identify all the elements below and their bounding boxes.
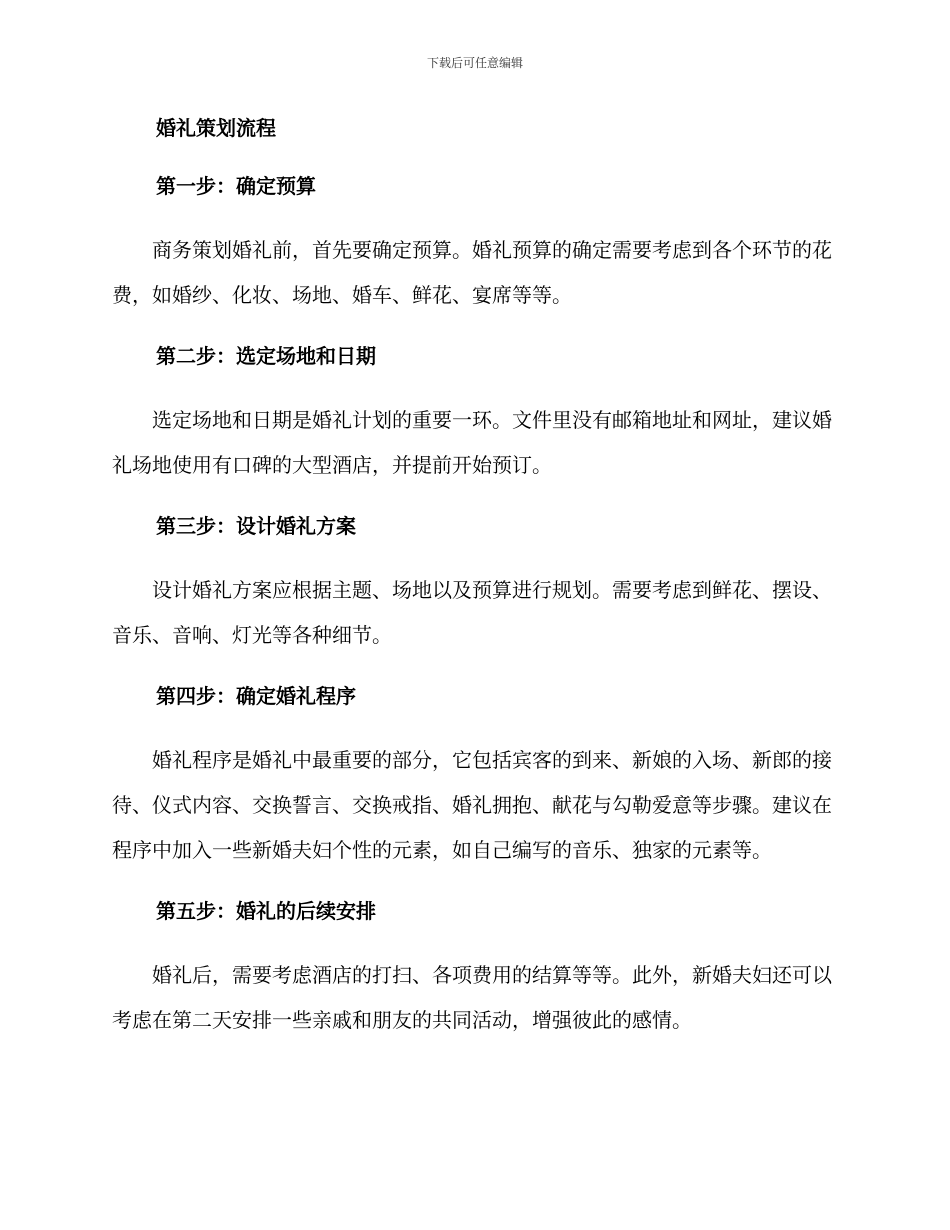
section-paragraph: 选定场地和日期是婚礼计划的重要一环。文件里没有邮箱地址和网址，建议婚礼场地使用有口碑的大型酒店，并提前开始预订。 [112,408,832,477]
section-2 [112,340,832,488]
section-3 [112,510,832,658]
section-heading: 第三步：设计婚礼方案 [156,514,356,538]
section-5 [112,895,832,1043]
header-note: 下载后可任意编辑 [426,56,523,70]
document-body [112,112,832,1065]
section-paragraph: 设计婚礼方案应根据主题、场地以及预算进行规划。需要考虑到鲜花、摆设、音乐、音响、灯光等各种细节。 [112,578,832,647]
section-4 [112,680,832,873]
section-heading: 第五步：婚礼的后续安排 [156,899,376,923]
section-heading: 第二步：选定场地和日期 [156,344,376,368]
section-heading: 第一步：确定预算 [156,174,316,198]
section-1 [112,170,832,318]
section-paragraph: 商务策划婚礼前，首先要确定预算。婚礼预算的确定需要考虑到各个环节的花费，如婚纱、化妆、场地、婚车、鲜花、宴席等等。 [112,238,832,307]
document-title: 婚礼策划流程 [156,116,276,140]
section-paragraph: 婚礼程序是婚礼中最重要的部分，它包括宾客的到来、新娘的入场、新郎的接待、仪式内容、交换誓言、交换戒指、婚礼拥抱、献花与勾勒爱意等步骤。建议在程序中加入一些新婚夫妇个性的元素，如自己编写的音乐、独家的元素等。 [112,748,832,862]
section-paragraph: 婚礼后，需要考虑酒店的打扫、各项费用的结算等等。此外，新婚夫妇还可以考虑在第二天安排一些亲戚和朋友的共同活动，增强彼此的感情。 [112,963,832,1032]
section-heading: 第四步：确定婚礼程序 [156,684,356,708]
